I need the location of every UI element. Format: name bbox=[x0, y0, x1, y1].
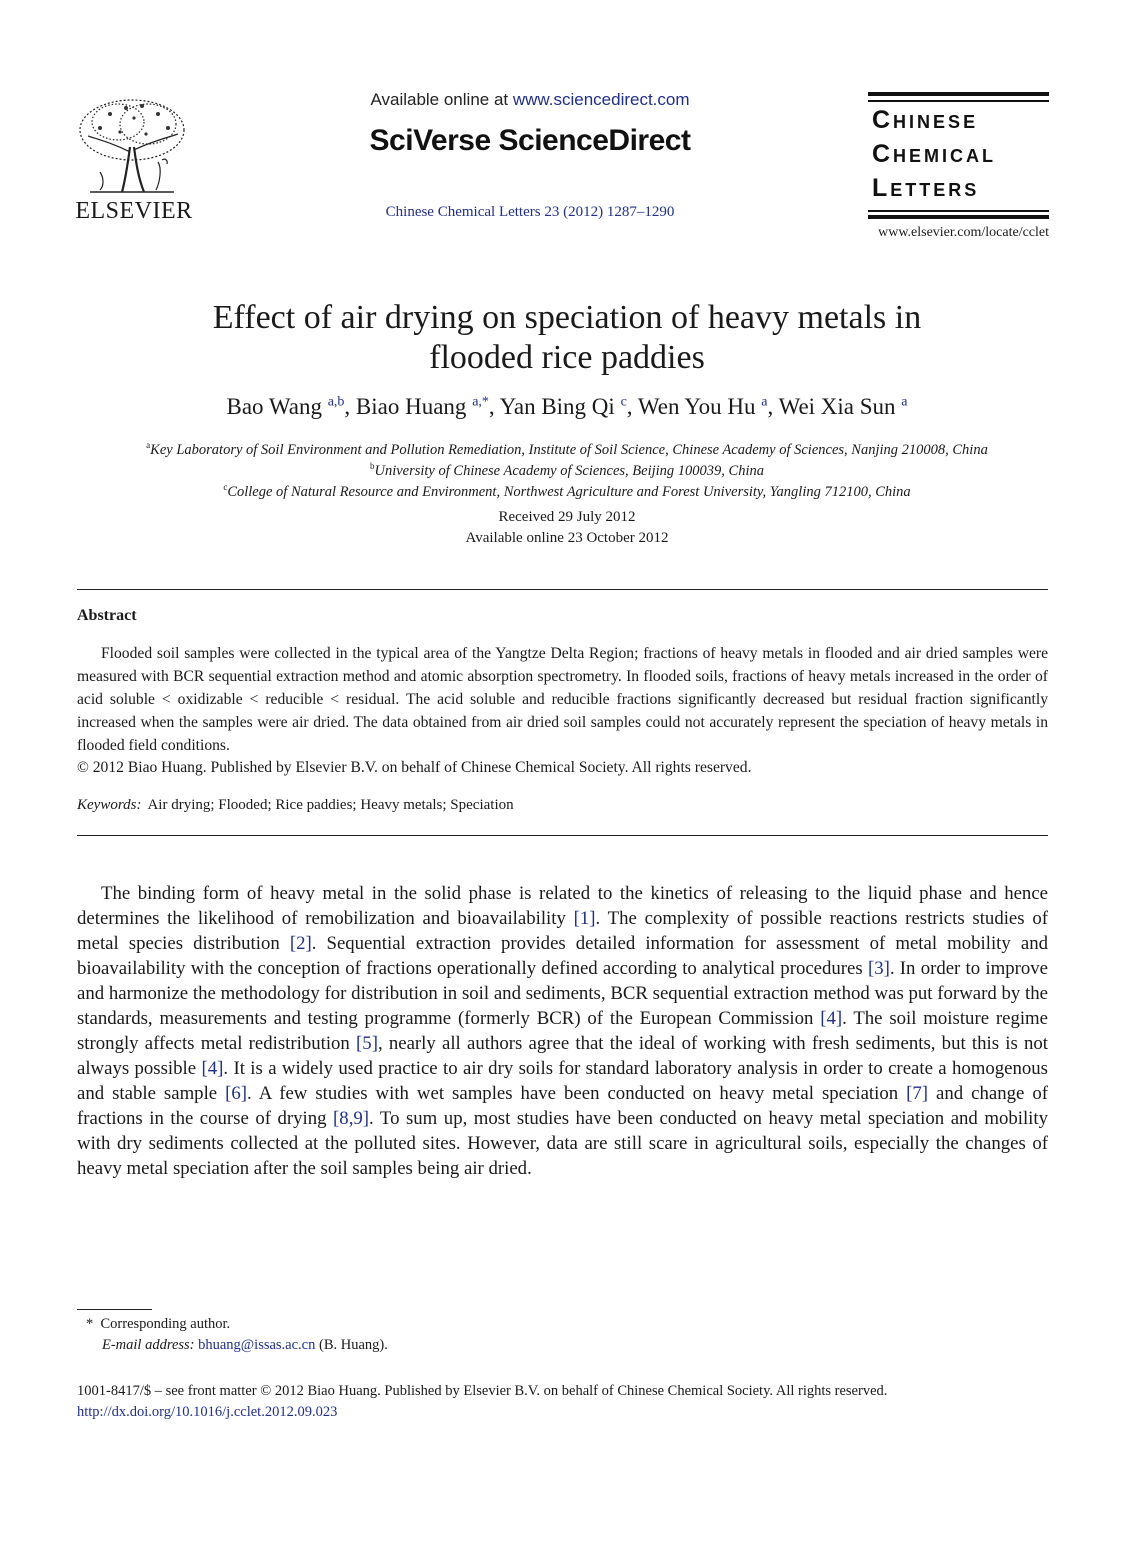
author-name: Biao Huang bbox=[355, 394, 467, 419]
author-affiliation-mark[interactable]: a bbox=[761, 394, 768, 410]
article-title bbox=[100, 298, 1034, 378]
available-online-label: Available online at bbox=[370, 90, 513, 109]
footnote-marker: * bbox=[86, 1316, 94, 1332]
citation-link[interactable]: [1] bbox=[573, 908, 596, 929]
affiliation-b bbox=[60, 461, 1074, 480]
affiliation-text: College of Natural Resource and Environment, Northwest Agriculture and Forest University, Yangling 712100, China bbox=[227, 483, 911, 500]
corresponding-author-note bbox=[86, 1316, 230, 1333]
email-note bbox=[102, 1337, 388, 1354]
footnote-rule bbox=[77, 1309, 152, 1310]
affiliation-mark: b bbox=[369, 461, 375, 471]
online-date: Available online 23 October 2012 bbox=[465, 530, 669, 546]
author-name: Wen You Hu bbox=[637, 394, 756, 419]
abstract-top-rule bbox=[77, 589, 1048, 590]
citation-link[interactable]: [4] bbox=[201, 1058, 224, 1079]
author-name: Wei Xia Sun bbox=[778, 394, 896, 419]
author-list: Bao Wang $^{a,b}$, Biao Huang $^{a,*}$, Yan Bing Qi $^c$, Wen You Hu $^a$, Wei Xia Sun $^a$ bbox=[226, 394, 908, 419]
masthead-line-1: Chinese bbox=[872, 106, 979, 134]
citation-link[interactable]: [5] bbox=[356, 1033, 378, 1054]
body-text-segment: . The soil moisture regime strongly affects metal redistribution bbox=[77, 1008, 1049, 1054]
masthead-rule-top bbox=[868, 92, 1049, 96]
body-text-segment: . It is a widely used practice to air dry soils for standard laboratory analysis in order to create a homogenous and stable sample bbox=[77, 1058, 1048, 1104]
affiliation-a bbox=[60, 440, 1074, 459]
issn-front-matter: 1001-8417/$ – see front matter © 2012 Biao Huang. Published by Elsevier B.V. on behalf of Chinese Chemical Society. All rights reserved. bbox=[77, 1383, 888, 1399]
email-link[interactable]: bhuang@issas.ac.cn bbox=[198, 1337, 316, 1353]
author-affiliation-mark[interactable]: c bbox=[620, 394, 627, 410]
masthead-line-3: Letters bbox=[872, 174, 980, 202]
masthead-rule-bottom bbox=[868, 215, 1049, 219]
citation-link[interactable]: [6] bbox=[225, 1083, 248, 1104]
abstract-copyright: © 2012 Biao Huang. Published by Elsevier B.V. on behalf of Chinese Chemical Society. All rights reserved. bbox=[77, 759, 752, 776]
citation-link[interactable]: [7] bbox=[906, 1083, 929, 1104]
publisher-name: ELSEVIER bbox=[75, 198, 193, 224]
citation-link[interactable]: [2] bbox=[289, 933, 312, 954]
body-text-segment: , nearly all authors agree that the ideal of working with fresh sediments, but this is not always possible bbox=[77, 1033, 1048, 1079]
tree-icon bbox=[70, 92, 194, 202]
affiliation-text: Key Laboratory of Soil Environment and Pollution Remediation, Institute of Soil Science, Chinese Academy of Sciences, Nanjing 210008, China bbox=[150, 441, 988, 458]
masthead-line-2: Chemical bbox=[872, 140, 997, 168]
affiliation-text: University of Chinese Academy of Sciences, Beijing 100039, China bbox=[374, 462, 765, 479]
sciencedirect-link[interactable]: www.sciencedirect.com bbox=[512, 90, 690, 109]
abstract-bottom-rule bbox=[77, 835, 1048, 836]
body-text-segment: . The complexity of possible reactions restricts studies of metal species distribution bbox=[77, 908, 1048, 954]
masthead-rule-bottom-thin bbox=[868, 210, 1049, 212]
body-text-segment: . In order to improve and harmonize the methodology for distribution in soil and sediments, BCR sequential extraction method was put forward by the standards, measurements and testing programme (formerly BCR) of the European Commission bbox=[77, 958, 1048, 1029]
available-online-line bbox=[300, 90, 760, 110]
author-affiliation-mark[interactable]: a,b bbox=[327, 394, 345, 410]
body-paragraph bbox=[77, 881, 1048, 1181]
doi-link[interactable]: http://dx.doi.org/10.1016/j.cclet.2012.09.023 bbox=[77, 1404, 338, 1420]
affiliation-mark: a bbox=[146, 440, 151, 450]
journal-homepage-url[interactable]: www.elsevier.com/locate/cclet bbox=[878, 225, 1049, 240]
abstract-text: Flooded soil samples were collected in the typical area of the Yangtze Delta Region; fractions of heavy metals in flooded and air dried samples were measured with BCR sequential extraction method and atomic absorption spectrometry. In flooded soils, fractions of heavy metals increased in the order of acid soluble < oxidizable < reducible < residual. The acid soluble and reducible fractions significantly decreased but residual fraction significantly increased when the samples were air dried. The data obtained from air dried soil samples could not accurately represent the speciation of heavy metals in flooded field conditions. bbox=[77, 645, 1048, 754]
received-date: Received 29 July 2012 bbox=[498, 509, 636, 525]
author-name: Bao Wang bbox=[226, 394, 322, 419]
body-text-segment: . A few studies with wet samples have been conducted on heavy metal speciation bbox=[247, 1083, 907, 1104]
masthead-rule-top-thin bbox=[868, 100, 1049, 102]
corresponding-label: Corresponding author. bbox=[100, 1316, 231, 1332]
email-label: E-mail address: bbox=[102, 1337, 195, 1353]
keywords-label: Keywords: bbox=[77, 797, 142, 813]
abstract-heading: Abstract bbox=[77, 607, 137, 624]
keywords bbox=[77, 797, 1048, 814]
title-line-1: Effect of air drying on speciation of heavy metals in bbox=[212, 299, 922, 336]
author-affiliation-mark[interactable]: a bbox=[901, 394, 908, 410]
journal-citation-link[interactable]: Chinese Chemical Letters 23 (2012) 1287–1290 bbox=[385, 204, 675, 220]
keywords-list: Air drying; Flooded; Rice paddies; Heavy metals; Speciation bbox=[147, 797, 514, 813]
title-line-2: flooded rice paddies bbox=[429, 339, 705, 376]
journal-masthead bbox=[868, 92, 1049, 220]
body-text-segment: The binding form of heavy metal in the solid phase is related to the kinetics of releasing to the liquid phase and hence determines the likelihood of remobilization and bioavailability bbox=[77, 883, 1048, 929]
author-name: Yan Bing Qi bbox=[499, 394, 615, 419]
body-text-segment: . To sum up, most studies have been conducted on heavy metal speciation and mobility with dry sediments collected at the polluted sites. However, data are still scare in agricultural soils, especially the changes of heavy metal speciation after the soil samples being air dried. bbox=[77, 1108, 1048, 1179]
author-affiliation-mark[interactable]: a,* bbox=[472, 394, 489, 410]
email-suffix: (B. Huang). bbox=[315, 1337, 388, 1353]
affiliation-c bbox=[60, 482, 1074, 501]
body-text-segment: . Sequential extraction provides detailed information for assessment of metal mobility and bioavailability with the conception of fractions operationally defined according to analytical procedures bbox=[77, 933, 1048, 979]
body-text-segment: and change of fractions in the course of drying bbox=[77, 1083, 1048, 1129]
citation-link[interactable]: [4] bbox=[820, 1008, 843, 1029]
affiliation-mark: c bbox=[223, 482, 228, 492]
platform-wordmark: SciVerse ScienceDirect bbox=[369, 124, 691, 157]
citation-link[interactable]: [8,9] bbox=[333, 1108, 370, 1129]
citation-link[interactable]: [3] bbox=[867, 958, 890, 979]
